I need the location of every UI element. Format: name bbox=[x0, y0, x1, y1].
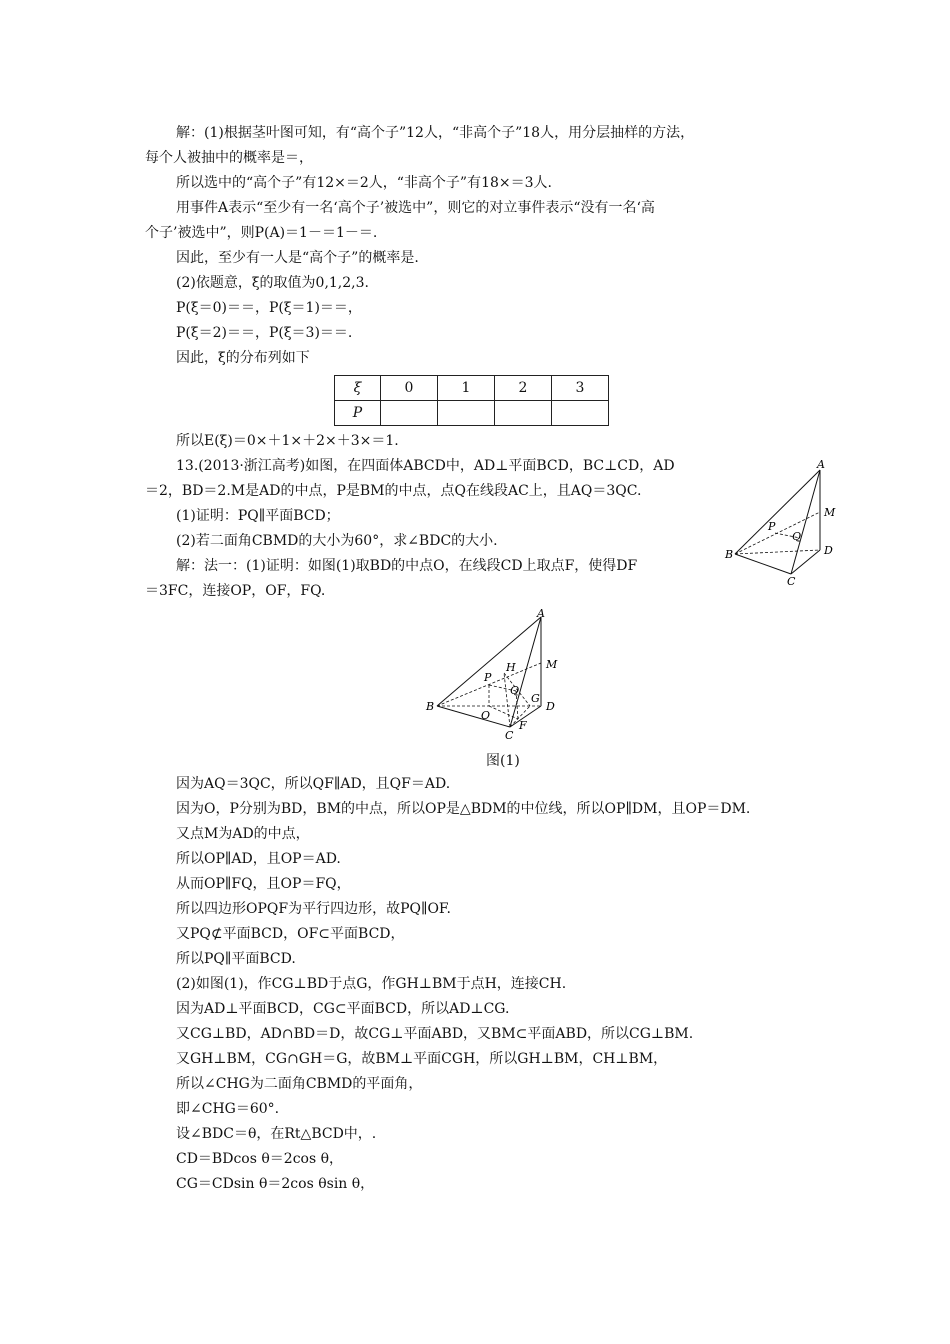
text-line: (2)依题意，ξ的取值为0,1,2,3. bbox=[176, 275, 369, 291]
label-C: C bbox=[787, 575, 796, 588]
text-line: 所以E(ξ)＝0×＋1×＋2×＋3×＝1. bbox=[176, 433, 399, 449]
distribution-table bbox=[334, 375, 609, 426]
table-cell: 0 bbox=[381, 376, 438, 401]
text-line: 每个人被抽中的概率是＝， bbox=[145, 150, 313, 166]
text-line: 又点M为AD的中点， bbox=[176, 826, 310, 842]
table-cell: ξ bbox=[335, 376, 381, 401]
label-D: D bbox=[824, 544, 833, 557]
label-O: O bbox=[481, 709, 491, 722]
text-line: 所以PQ∥平面BCD. bbox=[176, 951, 296, 967]
text-line: 又CG⊥BD，AD∩BD＝D，故CG⊥平面ABD，又BM⊂平面ABD，所以CG⊥BM. bbox=[176, 1026, 694, 1042]
label-G: G bbox=[531, 692, 540, 705]
text-line: 因此，至少有一人是“高个子”的概率是. bbox=[176, 250, 419, 266]
text-line: 设∠BDC＝θ，在Rt△BCD中，. bbox=[176, 1126, 377, 1142]
label-P: P bbox=[484, 671, 492, 684]
table-cell: P bbox=[335, 401, 381, 426]
label-F: F bbox=[519, 719, 527, 732]
tetrahedron-figure bbox=[720, 458, 845, 590]
text-line: P(ξ＝0)＝＝，P(ξ＝1)＝＝， bbox=[176, 300, 362, 316]
text-line: (2)若二面角CBMD的大小为60°，求∠BDC的大小. bbox=[176, 533, 498, 549]
table-cell bbox=[438, 401, 495, 426]
text-line: ＝3FC，连接OP，OF，FQ. bbox=[145, 583, 326, 599]
figure-caption: 图(1) bbox=[486, 753, 520, 769]
construction-figure bbox=[420, 607, 570, 742]
table-cell: 3 bbox=[552, 376, 609, 401]
label-B: B bbox=[725, 548, 734, 561]
label-M: M bbox=[824, 506, 836, 519]
text-line: 所以选中的“高个子”有12×＝2人，“非高个子”有18×＝3人. bbox=[176, 175, 552, 191]
text-line: (1)证明：PQ∥平面BCD； bbox=[176, 508, 340, 524]
label-B: B bbox=[426, 700, 435, 713]
text-line: P(ξ＝2)＝＝，P(ξ＝3)＝＝. bbox=[176, 325, 353, 341]
text-line: 个子’被选中”，则P(A)＝1－＝1－＝. bbox=[145, 225, 378, 241]
text-line: 用事件A表示“至少有一名‘高个子’被选中”，则它的对立事件表示“没有一名‘高 bbox=[176, 200, 655, 216]
label-M: M bbox=[546, 658, 558, 671]
label-P: P bbox=[768, 520, 776, 533]
table-cell: 2 bbox=[495, 376, 552, 401]
label-H: H bbox=[506, 661, 516, 674]
text-line: 即∠CHG＝60°. bbox=[176, 1101, 280, 1117]
table-cell bbox=[495, 401, 552, 426]
text-line: 解：法一：(1)证明：如图(1)取BD的中点O，在线段CD上取点F，使得DF bbox=[176, 558, 638, 574]
text-line: 因为AD⊥平面BCD，CG⊂平面BCD，所以AD⊥CG. bbox=[176, 1001, 510, 1017]
text-line: 所以四边形OPQF为平行四边形，故PQ∥OF. bbox=[176, 901, 451, 917]
text-line: 13.(2013·浙江高考)如图，在四面体ABCD中，AD⊥平面BCD，BC⊥CD，AD bbox=[176, 458, 675, 474]
label-A: A bbox=[817, 458, 825, 471]
text-line: ＝2，BD＝2.M是AD的中点，P是BM的中点，点Q在线段AC上，且AQ＝3QC. bbox=[145, 483, 642, 499]
table-row bbox=[335, 401, 609, 426]
label-C: C bbox=[505, 729, 514, 742]
text-line: 因为AQ＝3QC，所以QF∥AD，且QF＝AD. bbox=[176, 776, 451, 792]
text-line: 所以∠CHG为二面角CBMD的平面角， bbox=[176, 1076, 423, 1092]
text-line: 又PQ⊄平面BCD，OF⊂平面BCD， bbox=[176, 926, 405, 942]
table-row bbox=[335, 376, 609, 401]
text-line: (2)如图(1)，作CG⊥BD于点G，作GH⊥BM于点H，连接CH. bbox=[176, 976, 567, 992]
text-line: CD＝BDcos θ＝2cos θ， bbox=[176, 1151, 344, 1167]
table-cell bbox=[552, 401, 609, 426]
label-A: A bbox=[537, 607, 545, 620]
text-line: 因此，ξ的分布列如下 bbox=[176, 350, 310, 366]
text-line: 所以OP∥AD，且OP＝AD. bbox=[176, 851, 341, 867]
text-line: 又GH⊥BM，CG∩GH＝G，故BM⊥平面CGH，所以GH⊥BM，CH⊥BM， bbox=[176, 1051, 668, 1067]
label-Q: Q bbox=[792, 530, 802, 543]
text-line: 因为O，P分别为BD，BM的中点，所以OP是△BDM的中位线，所以OP∥DM，且OP＝DM. bbox=[176, 801, 751, 817]
table-cell: 1 bbox=[438, 376, 495, 401]
text-line: CG＝CDsin θ＝2cos θsin θ， bbox=[176, 1176, 375, 1192]
label-D: D bbox=[546, 700, 555, 713]
text-line: 解：(1)根据茎叶图可知，有“高个子”12人，“非高个子”18人，用分层抽样的方法， bbox=[176, 125, 695, 141]
text-line: 从而OP∥FQ，且OP＝FQ， bbox=[176, 876, 351, 892]
table-cell bbox=[381, 401, 438, 426]
label-Q: Q bbox=[510, 684, 520, 697]
